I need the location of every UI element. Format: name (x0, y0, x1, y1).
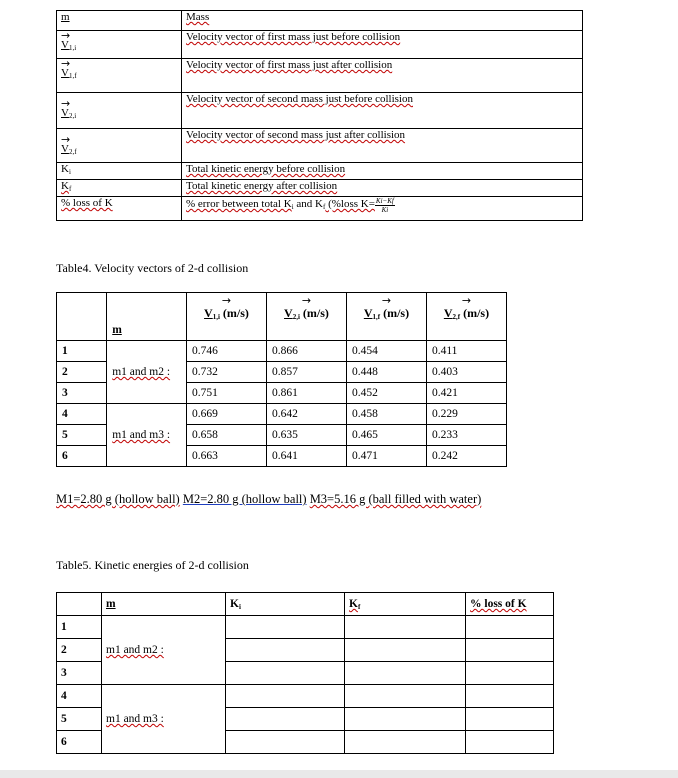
cell-v1f: 0.454 (346, 341, 426, 362)
cell-v1i: 0.669 (187, 404, 267, 425)
header-cell-v1f: → $V_{1,f}$ (m/s) (346, 293, 426, 341)
table-row (57, 685, 554, 708)
table-row (57, 59, 583, 93)
cell-v2i: 0.635 (266, 425, 346, 446)
cell-kf[interactable] (345, 639, 466, 662)
header-cell-v2i: → $V_{2,i}$ (m/s) (266, 293, 346, 341)
vector-v1f: → $V_{1,f}$ (61, 57, 77, 80)
row-index: 5 (57, 708, 102, 731)
cell-v1i: 0.732 (187, 362, 267, 383)
cell-v1f: 0.458 (346, 404, 426, 425)
cell-ki[interactable] (226, 639, 345, 662)
row-index: 6 (57, 731, 102, 754)
symbol-cell (57, 31, 182, 59)
mass-m2: M2=2.80 g (hollow ball) (182, 492, 307, 506)
symbol-loss: % loss of K (61, 197, 113, 209)
cell-v2i: 0.642 (266, 404, 346, 425)
cell-v1f: 0.452 (346, 383, 426, 404)
cell-v1i: 0.663 (187, 446, 267, 467)
cell-v2i: 0.861 (266, 383, 346, 404)
cell-kf[interactable] (345, 616, 466, 639)
desc-kf: Total kinetic energy after collision (186, 180, 338, 192)
symbol-kf: $K_f$ (61, 180, 72, 193)
symbol-cell (57, 93, 182, 129)
table-row (57, 31, 583, 59)
cell-v2f: 0.233 (426, 425, 506, 446)
row-index: 3 (57, 383, 107, 404)
row-index: 6 (57, 446, 107, 467)
row-index: 4 (57, 404, 107, 425)
cell-v2f: 0.421 (426, 383, 506, 404)
table-row (57, 341, 507, 362)
table-row (57, 404, 507, 425)
cell-v2f: 0.403 (426, 362, 506, 383)
group-cell-m1-m3: m1 and m3 : (107, 404, 187, 467)
kinetic-energy-table (56, 592, 554, 754)
symbol-cell (57, 197, 182, 221)
table-row (57, 129, 583, 163)
table-row (57, 11, 583, 31)
cell-v2i: 0.641 (266, 446, 346, 467)
symbol-cell (57, 129, 182, 163)
vector-v1i: → $V_{1,i}$ (61, 29, 77, 52)
cell-ki[interactable] (226, 662, 345, 685)
cell-kf[interactable] (345, 685, 466, 708)
desc-cell (182, 93, 583, 129)
desc-v1i: Velocity vector of first mass just before collision (186, 31, 401, 43)
cell-ki[interactable] (226, 685, 345, 708)
cell-v1f: 0.471 (346, 446, 426, 467)
row-index: 1 (57, 616, 102, 639)
table-row (57, 180, 583, 197)
desc-v1f: Velocity vector of first mass just after collision (186, 59, 393, 71)
table-row (57, 616, 554, 639)
row-index: 3 (57, 662, 102, 685)
cell-v2i: 0.866 (266, 341, 346, 362)
table-row (57, 293, 507, 341)
mass-m3: M3=5.16 g (ball filled with water) (309, 492, 482, 506)
cell-v1i: 0.658 (187, 425, 267, 446)
cell-loss[interactable] (466, 639, 554, 662)
cell-ki[interactable] (226, 616, 345, 639)
group-cell-m1-m3: m1 and m3 : (102, 685, 226, 754)
header-cell-kf: $K_f$ (345, 593, 466, 616)
cell-loss[interactable] (466, 685, 554, 708)
header-cell-v1i: → $V_{1,i}$ (m/s) (187, 293, 267, 341)
symbol-ki: K (61, 163, 69, 175)
vector-v2f: → $V_{2,f}$ (61, 133, 77, 156)
cell-v1i: 0.746 (187, 341, 267, 362)
desc-v2f: Velocity vector of second mass just after collision (186, 129, 406, 141)
table5-caption: Table5. Kinetic energies of 2-d collision (56, 558, 249, 572)
cell-v1f: 0.448 (346, 362, 426, 383)
table-row (57, 197, 583, 221)
cell-v2f: 0.229 (426, 404, 506, 425)
cell-loss[interactable] (466, 708, 554, 731)
desc-cell (182, 11, 583, 31)
cell-v2i: 0.857 (266, 362, 346, 383)
desc-cell (182, 180, 583, 197)
header-cell-index (57, 293, 107, 341)
masses-note (56, 492, 481, 507)
table-row (57, 163, 583, 180)
status-bar (0, 770, 678, 778)
row-index: 2 (57, 639, 102, 662)
row-index: 2 (57, 362, 107, 383)
group-cell-m1-m2: m1 and m2 : (102, 616, 226, 685)
row-index: 4 (57, 685, 102, 708)
table-row (57, 593, 554, 616)
cell-v2f: 0.242 (426, 446, 506, 467)
desc-loss: % error between total $K_i$ and $K_f$ (%loss K= $\frac{Ki-Kf}{Ki}$ (186, 197, 394, 214)
header-cell-m: m (102, 593, 226, 616)
cell-kf[interactable] (345, 708, 466, 731)
cell-v1f: 0.465 (346, 425, 426, 446)
header-cell-index (57, 593, 102, 616)
cell-v1i: 0.751 (187, 383, 267, 404)
desc-cell (182, 129, 583, 163)
desc-mass: Mass (186, 11, 210, 23)
cell-ki[interactable] (226, 731, 345, 754)
symbol-cell: $K_i$ (57, 163, 182, 180)
loss-formula-fraction: $\frac{Ki-Kf}{Ki}$ (375, 197, 394, 214)
mass-m1: M1=2.80 g (hollow ball) (56, 492, 180, 506)
cell-kf[interactable] (345, 662, 466, 685)
symbols-table (56, 10, 583, 221)
row-index: 5 (57, 425, 107, 446)
desc-ki: Total kinetic energy before collision (186, 163, 346, 175)
vector-v2i: → $V_{2,i}$ (61, 97, 77, 120)
desc-cell (182, 197, 583, 221)
desc-v2i: Velocity vector of second mass just before collision (186, 93, 413, 105)
symbol-cell (57, 180, 182, 197)
desc-cell (182, 31, 583, 59)
cell-v2f: 0.411 (426, 341, 506, 362)
table-row (57, 93, 583, 129)
velocity-table (56, 292, 507, 467)
cell-loss[interactable] (466, 731, 554, 754)
cell-kf[interactable] (345, 731, 466, 754)
cell-ki[interactable] (226, 708, 345, 731)
header-cell-ki: $K_i$ (226, 593, 345, 616)
row-index: 1 (57, 341, 107, 362)
desc-cell (182, 59, 583, 93)
header-cell-loss: % loss of K (466, 593, 554, 616)
header-cell-v2f: → $V_{2,f}$ (m/s) (426, 293, 506, 341)
desc-cell (182, 163, 583, 180)
symbol-cell (57, 11, 182, 31)
symbol-m: m (61, 11, 70, 23)
table4-caption: Table4. Velocity vectors of 2-d collision (56, 261, 249, 275)
cell-loss[interactable] (466, 616, 554, 639)
header-cell-m: m (107, 293, 187, 341)
symbol-cell (57, 59, 182, 93)
cell-loss[interactable] (466, 662, 554, 685)
group-cell-m1-m2: m1 and m2 : (107, 341, 187, 404)
